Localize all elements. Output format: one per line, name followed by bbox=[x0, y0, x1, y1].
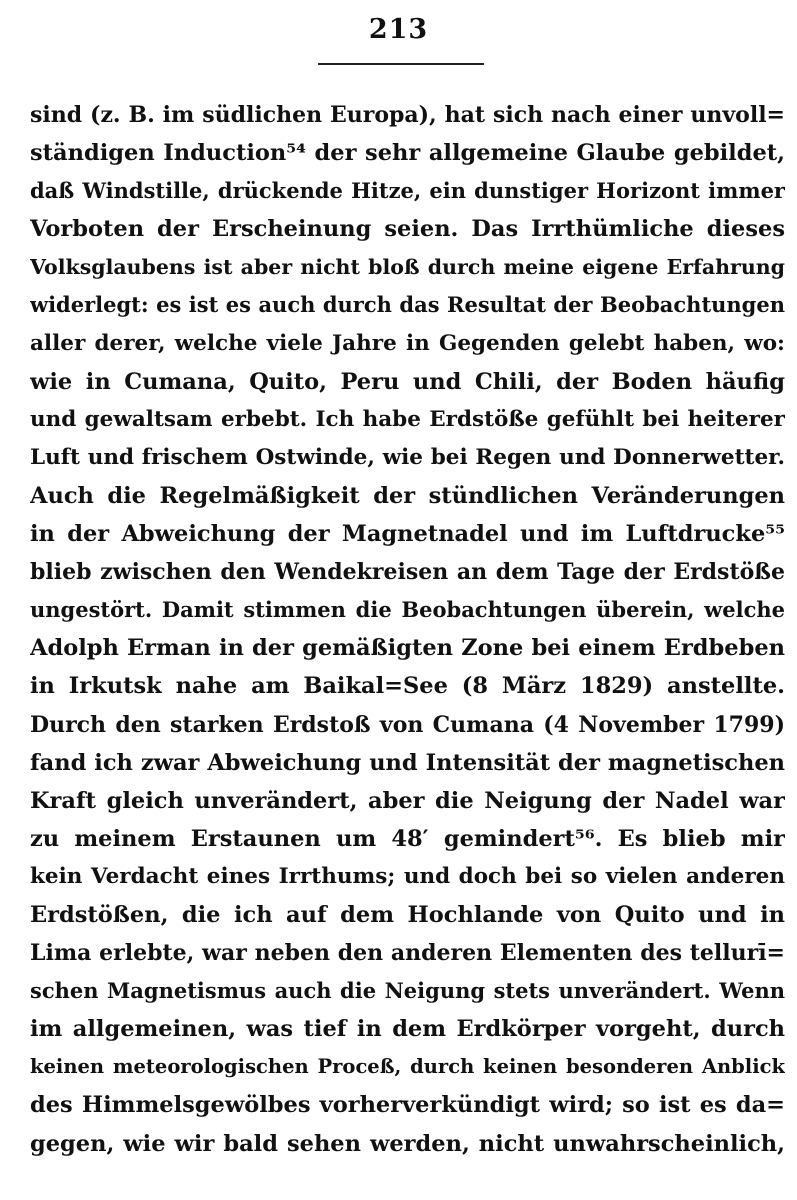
text-line: und gewaltsam erbebt. Ich habe Erdstöße gefühlt bei heiterer bbox=[30, 406, 785, 432]
text-line: im allgemeinen, was tief in dem Erdkörper vorgeht, durch bbox=[30, 1016, 785, 1043]
text-line: aller derer, welche viele Jahre in Gegenden gelebt haben, wo: bbox=[30, 330, 785, 356]
text-line: Volksglaubens ist aber nicht bloß durch meine eigene Erfahrung bbox=[30, 255, 785, 280]
text-line: Kraft gleich unverändert, aber die Neigung der Nadel war bbox=[30, 787, 785, 814]
text-line: sind (z. B. im südlichen Europa), hat sich nach einer unvoll= bbox=[30, 102, 785, 128]
text-line: in der Abweichung der Magnetnadel und im Luftdrucke⁵⁵ bbox=[30, 521, 785, 548]
text-line: des Himmelsgewölbes vorherverkündigt wird; so ist es da= bbox=[30, 1092, 785, 1119]
page-number: 213 bbox=[368, 14, 429, 45]
text-line: daß Windstille, drückende Hitze, ein dunstiger Horizont immer bbox=[30, 178, 785, 204]
text-line: Adolph Erman in der gemäßigten Zone bei einem Erdbeben bbox=[30, 635, 785, 662]
text-line: zu meinem Erstaunen um 48′ gemindert⁵⁶. Es blieb mir bbox=[30, 825, 785, 852]
text-line: Lima erlebte, war neben den anderen Elementen des tellurī= bbox=[30, 940, 785, 967]
header-rule bbox=[318, 63, 484, 65]
text-line: blieb zwischen den Wendekreisen an dem Tage der Erdstöße bbox=[30, 559, 785, 586]
text-line: ungestört. Damit stimmen die Beobachtungen überein, welche bbox=[30, 597, 785, 623]
text-line: Durch den starken Erdstoß von Cumana (4 November 1799) bbox=[30, 711, 785, 738]
text-line: keinen meteorologischen Proceß, durch keinen besonderen Anblick bbox=[30, 1055, 785, 1079]
text-line: Erdstößen, die ich auf dem Hochlande von Quito und in bbox=[30, 901, 785, 928]
text-line: fand ich zwar Abweichung und Intensität der magnetischen bbox=[30, 749, 785, 776]
text-line: widerlegt: es ist es auch durch das Resultat der Beobachtungen bbox=[30, 292, 785, 318]
text-line: Auch die Regelmäßigkeit der stündlichen Veränderungen bbox=[30, 482, 785, 509]
body-text bbox=[30, 96, 785, 1163]
text-line: in Irkutsk nahe am Baikal=See (8 März 1829) anstellte. bbox=[30, 673, 785, 700]
text-line: kein Verdacht eines Irrthums; und doch bei so vielen anderen bbox=[30, 863, 785, 889]
text-line: ständigen Induction⁵⁴ der sehr allgemeine Glaube gebildet, bbox=[30, 140, 785, 167]
text-line: Luft und frischem Ostwinde, wie bei Regen und Donnerwetter. bbox=[30, 444, 785, 470]
text-line: Vorboten der Erscheinung seien. Das Irrthümliche dieses bbox=[30, 216, 785, 243]
text-line: wie in Cumana, Quito, Peru und Chili, der Boden häufig bbox=[30, 368, 785, 395]
text-line: schen Magnetismus auch die Neigung stets unverändert. Wenn bbox=[30, 978, 785, 1004]
text-line: gegen, wie wir bald sehen werden, nicht unwahrscheinlich, bbox=[30, 1130, 785, 1157]
